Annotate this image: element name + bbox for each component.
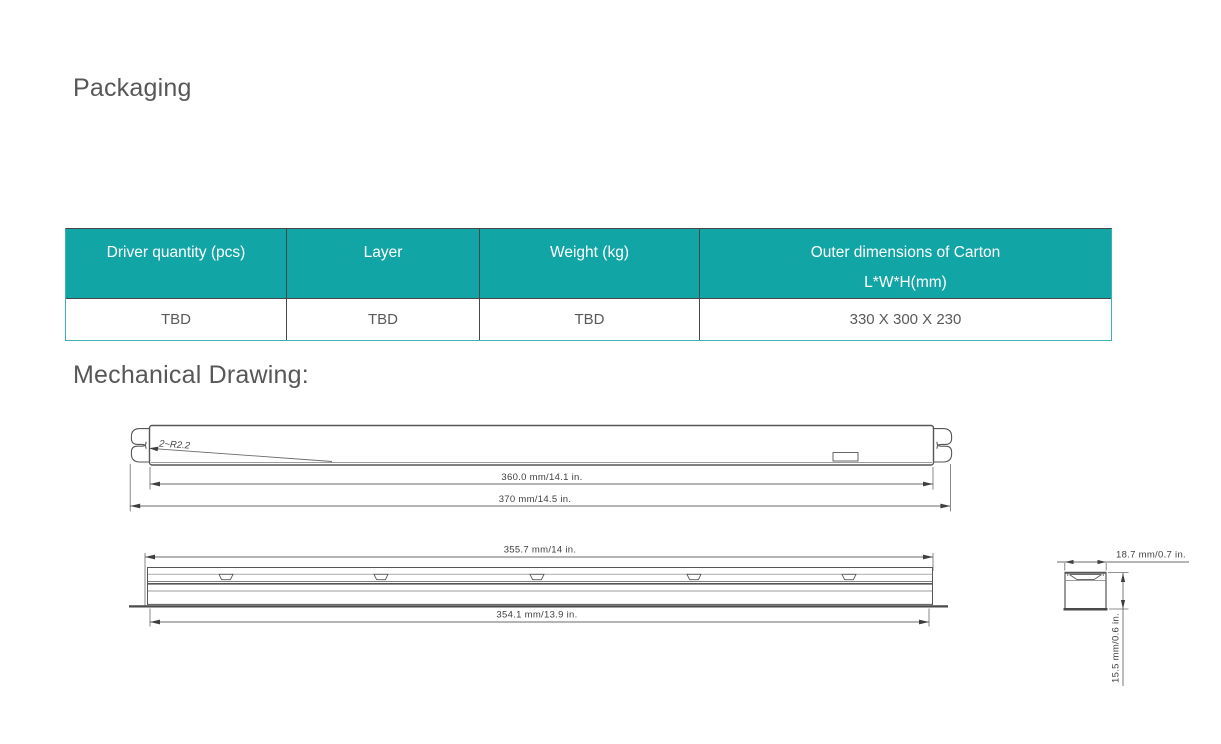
- column-header-outer-dimensions-line1: Outer dimensions of Carton: [810, 244, 1001, 261]
- cell-weight: TBD: [479, 298, 699, 340]
- column-header-weight: Weight (kg): [479, 229, 699, 298]
- dim-label-354-1: 354.1 mm/13.9 in.: [496, 609, 578, 621]
- rail-clip-1: [219, 574, 233, 579]
- driver-body-end-view: [1064, 572, 1108, 610]
- dim-label-370: 370 mm/14.5 in.: [498, 494, 572, 505]
- corner-radius-label: 2~R2.2: [158, 438, 191, 452]
- dim-label-355-7: 355.7 mm/14 in.: [503, 544, 577, 556]
- dimension-end-height: [1108, 573, 1129, 686]
- label-slot: [833, 453, 858, 462]
- column-header-driver-quantity: Driver quantity (pcs): [66, 229, 286, 298]
- mechanical-drawing-heading: Mechanical Drawing:: [73, 361, 309, 389]
- packaging-table: [65, 228, 1112, 341]
- dimension-body-length: [150, 467, 933, 490]
- rail-clip-4: [687, 574, 701, 579]
- column-header-outer-dimensions: [699, 229, 1111, 298]
- cell-driver-quantity: TBD: [66, 298, 286, 340]
- rail-clip-2: [374, 574, 388, 579]
- packaging-heading: Packaging: [73, 74, 192, 102]
- cell-layer: TBD: [286, 298, 479, 340]
- side-view: [129, 545, 948, 627]
- column-header-layer: Layer: [286, 229, 479, 298]
- mechanical-drawing: [0, 400, 1221, 744]
- top-rail-strip: [147, 567, 933, 605]
- dim-label-15-5: 15.5 mm/0.6 in.: [1110, 613, 1122, 683]
- rail-clip-3: [530, 574, 544, 579]
- dim-label-18-7: 18.7 mm/0.7 in.: [1116, 549, 1186, 561]
- end-view-clip-profile: [1070, 575, 1102, 580]
- dimension-end-width: [1057, 550, 1189, 571]
- driver-body-side-view: [129, 591, 948, 606]
- packaging-table-data-row: [66, 298, 1111, 340]
- column-header-outer-dimensions-line2: L*W*H(mm): [864, 274, 947, 291]
- dimension-side-bottom-length: [150, 609, 929, 627]
- top-view: [130, 426, 951, 512]
- packaging-table-header-row: [66, 229, 1111, 298]
- driver-body-top-view: [150, 426, 934, 466]
- cell-outer-dimensions: 330 X 300 X 230: [699, 298, 1111, 340]
- end-view: [1057, 550, 1189, 687]
- dim-label-360: 360.0 mm/14.1 in.: [501, 472, 583, 483]
- rail-clip-5: [842, 574, 856, 579]
